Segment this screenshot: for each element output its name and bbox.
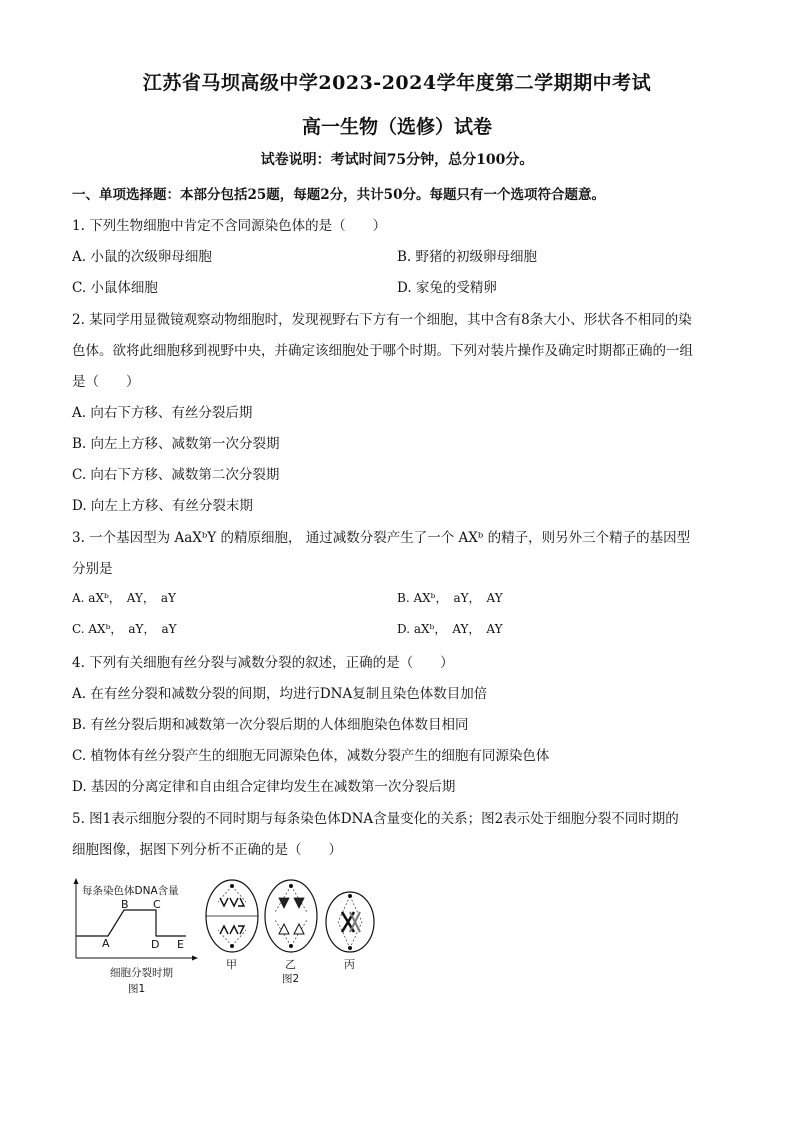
x-axis-label: 细胞分裂时期 xyxy=(110,967,173,979)
q4-option-d: D. 基因的分离定律和自由组合定律均发生在减数第一次分裂后期 xyxy=(72,779,456,795)
figure-1-caption: 图1 xyxy=(128,983,146,995)
q2-stem-line2: 色体。欲将此细胞移到视野中央，并确定该细胞处于哪个时期。下列对装片操作及确定时期都正确的一组 xyxy=(72,343,693,359)
cell-yi-spindle xyxy=(275,886,307,946)
point-label-e: E xyxy=(177,938,184,951)
point-label-b: B xyxy=(121,898,129,911)
cell-bing-membrane xyxy=(326,892,374,952)
q1-option-d: D. 家兔的受精卵 xyxy=(397,280,497,296)
point-label-c: C xyxy=(153,898,161,911)
q1-stem: 1. 下列生物细胞中肯定不含同源染色体的是（ ） xyxy=(72,218,387,234)
q2-option-b: B. 向左上方移、减数第一次分裂期 xyxy=(72,436,280,452)
cell-bing-label: 丙 xyxy=(344,958,355,971)
figure-2-cells xyxy=(206,880,374,985)
q4-option-b: B. 有丝分裂后期和减数第一次分裂后期的人体细胞染色体数目相同 xyxy=(72,717,469,733)
q2-option-c: C. 向右下方移、减数第二次分裂期 xyxy=(72,467,280,483)
cell-bing-spindle xyxy=(338,896,362,948)
cell-jia xyxy=(206,880,258,971)
point-label-a: A xyxy=(102,937,110,950)
q2-stem-line3: 是（ ） xyxy=(72,374,140,390)
q3-option-d: D. aXᵇ， AY， AY xyxy=(397,622,503,636)
q5-figures xyxy=(70,872,410,1002)
q2-stem-line1: 2. 某同学用显微镜观察动物细胞时，发现视野右下方有一个细胞，其中含有8条大小、形状各不相同的染 xyxy=(72,312,692,328)
cell-bing-chromosome-light xyxy=(350,912,360,932)
q4-option-a: A. 在有丝分裂和减数分裂的间期，均进行DNA复制且染色体数目加倍 xyxy=(72,686,488,702)
section-heading: 一、单项选择题：本部分包括25题，每题2分，共计50分。每题只有一个选项符合题意。 xyxy=(72,187,605,203)
q3-option-c: C. AXᵇ， aY， aY xyxy=(72,622,177,636)
cell-yi-label: 乙 xyxy=(285,958,296,971)
point-label-d: D xyxy=(151,938,160,951)
q1-option-c: C. 小鼠体细胞 xyxy=(72,280,158,296)
q5-stem-line2: 细胞图像，据图下列分析不正确的是（ ） xyxy=(72,842,342,858)
cell-yi-chromosomes-bottom xyxy=(279,924,304,934)
cell-yi-membrane xyxy=(265,880,317,952)
figure-1-graph xyxy=(74,878,199,995)
q2-option-a: A. 向右下方移、有丝分裂后期 xyxy=(72,405,253,421)
y-axis-arrow xyxy=(74,878,79,884)
q3-stem-line1: 3. 一个基因型为 AaXᵇY 的精原细胞， 通过减数分裂产生了一个 AXᵇ 的精子，则另外三个精子的基因型 xyxy=(72,530,691,546)
cell-yi-chromosomes-top xyxy=(279,898,304,908)
exam-note: 试卷说明：考试时间75分钟，总分100分。 xyxy=(260,152,534,168)
cell-yi xyxy=(265,880,317,985)
q1-option-a: A. 小鼠的次级卵母细胞 xyxy=(72,249,212,265)
cell-bing xyxy=(326,892,374,971)
q4-stem: 4. 下列有关细胞有丝分裂与减数分裂的叙述，正确的是（ ） xyxy=(72,655,454,671)
dna-content-curve xyxy=(76,910,186,936)
figure-2-caption: 图2 xyxy=(282,973,300,985)
q3-stem-line2: 分别是 xyxy=(72,561,113,577)
q1-option-b: B. 野猪的初级卵母细胞 xyxy=(397,249,538,265)
q5-stem-line1: 5. 图1表示细胞分裂的不同时期与每条染色体DNA含量变化的关系；图2表示处于细胞分裂不同时期的 xyxy=(72,811,679,827)
cell-jia-chromosomes-top xyxy=(220,898,244,906)
exam-subtitle: 高一生物（选修）试卷 xyxy=(301,116,492,138)
cell-jia-chromosomes-bottom xyxy=(220,926,244,934)
x-axis-arrow xyxy=(192,956,198,961)
cell-jia-label: 甲 xyxy=(226,958,237,971)
y-axis-label: 每条染色体DNA含量 xyxy=(82,885,179,897)
q2-option-d: D. 向左上方移、有丝分裂末期 xyxy=(72,498,253,514)
q4-option-c: C. 植物体有丝分裂产生的细胞无同源染色体，减数分裂产生的细胞有同源染色体 xyxy=(72,748,550,764)
exam-title: 江苏省马坝高级中学2023-2024学年度第二学期期中考试 xyxy=(142,72,652,94)
q3-option-b: B. AXᵇ， aY， AY xyxy=(397,591,503,605)
q3-option-a: A. aXᵇ， AY， aY xyxy=(72,591,176,605)
